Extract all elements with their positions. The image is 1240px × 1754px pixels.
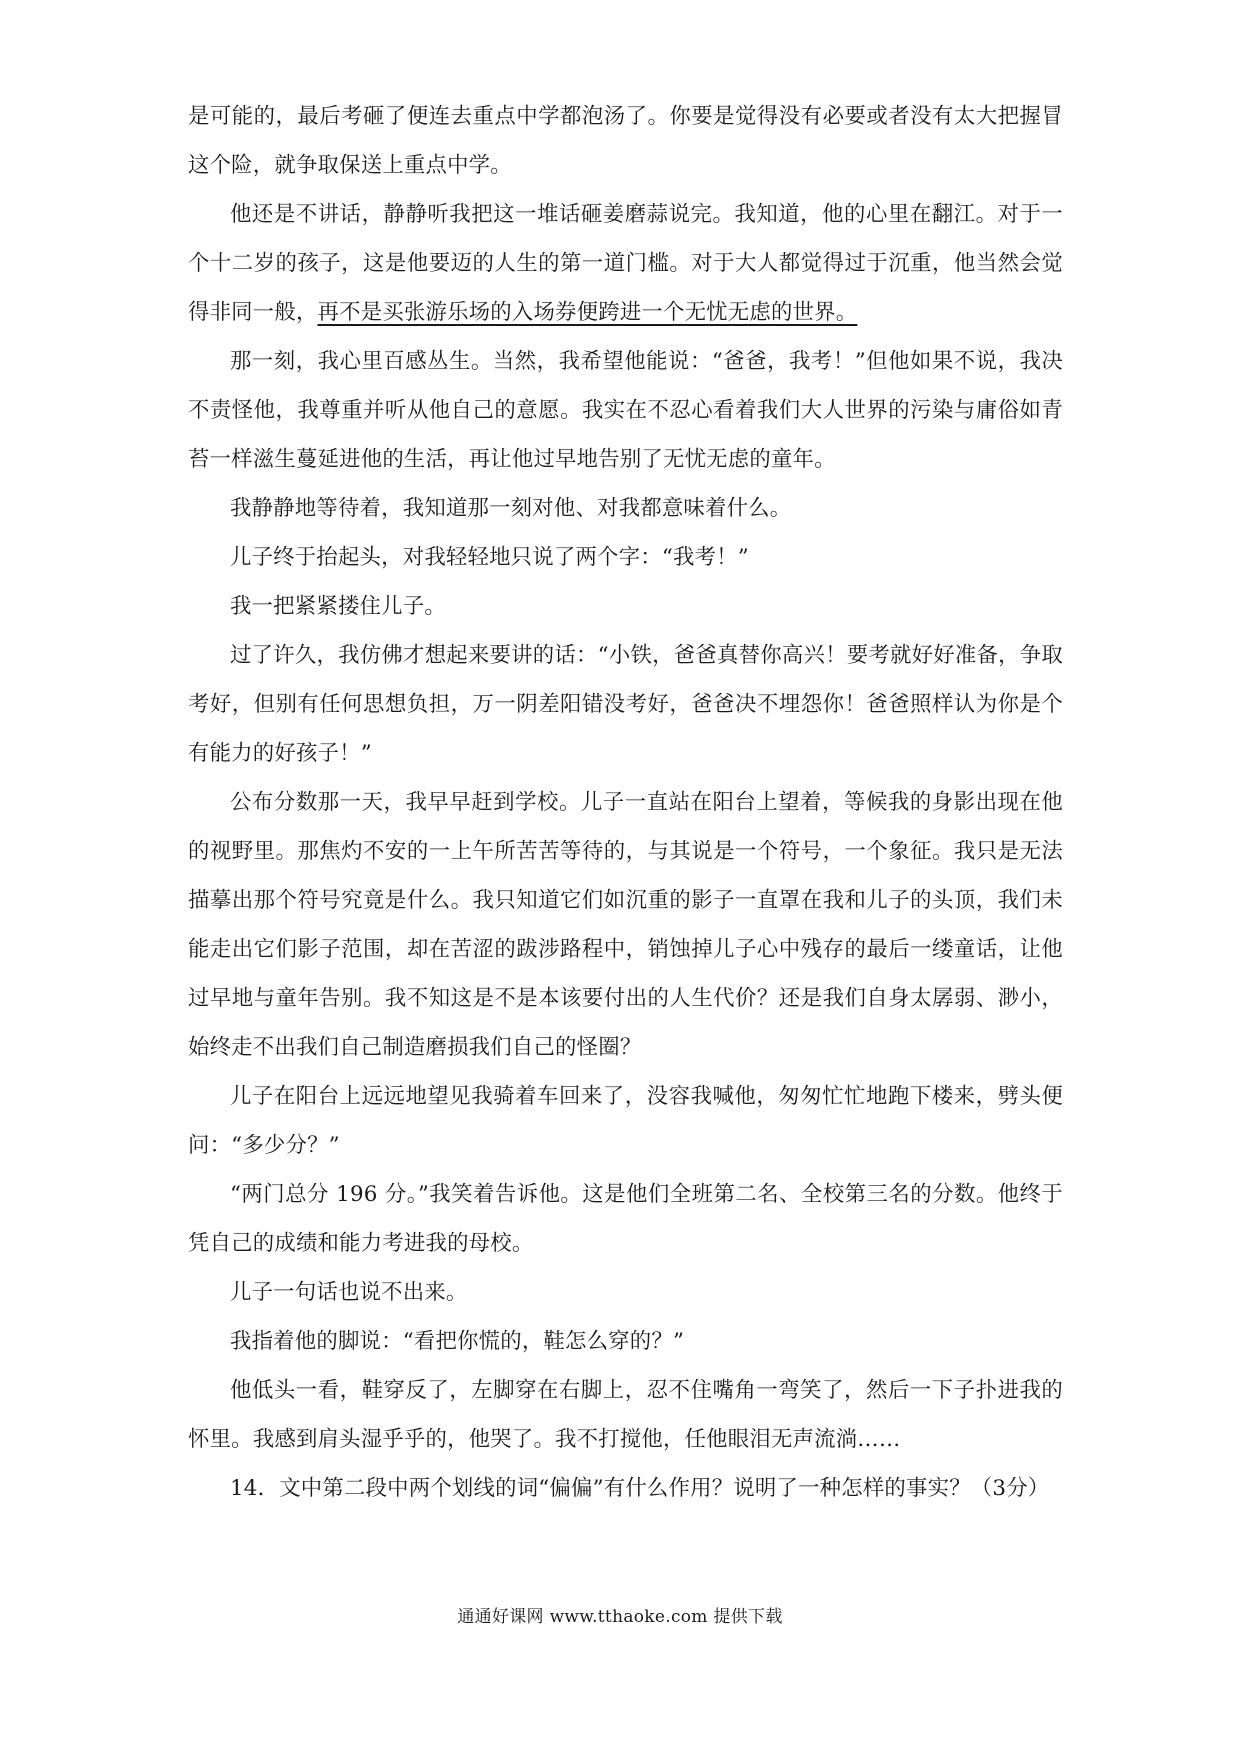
paragraph-11: 儿子一句话也说不出来。 [230,1280,468,1305]
paragraph-10: “两门总分 196 分。”我笑着告诉他。这是他们全班第二名、全校第三名的分数。他终于凭自己的成绩和能力考进我的母校。 [188,1182,1063,1256]
paragraph-3: 那一刻，我心里百感丛生。当然，我希望他能说：“爸爸，我考！”但他如果不说，我决不责怪他，我尊重并听从他自己的意愿。我实在不忍心看着我们大人世界的污染与庸俗如青苔一样滋生蔓延进他的生活，再让他过早地告别了无忧无虑的童年。 [188,349,1063,472]
paragraph-6: 我一把紧紧搂住儿子。 [230,594,446,619]
paragraph-7: 过了许久，我仿佛才想起来要讲的话：“小铁，爸爸真替你高兴！要考就好好准备，争取考好，但别有任何思想负担，万一阴差阳错没考好，爸爸决不埋怨你！爸爸照样认为你是个有能力的好孩子！” [188,643,1063,766]
paragraph-4: 我静静地等待着，我知道那一刻对他、对我都意味着什么。 [230,496,792,521]
page-footer: 通通好课网 www.tthaoke.com 提供下载 [457,1607,783,1627]
paragraph-2: 他还是不讲话，静静听我把这一堆话砸姜磨蒜说完。我知道，他的心里在翻江。对于一个十二岁的孩子，这是他要迈的人生的第一道门槛。对于大人都觉得过于沉重，他当然会觉得非同一般，再不是买张游乐场的入场券便跨进一个无忧无虑的世界。 [188,202,1063,325]
question-14: 14．文中第二段中两个划线的词“偏偏”有什么作用？说明了一种怎样的事实？（3分） [230,1476,1050,1501]
paragraph-9: 儿子在阳台上远远地望见我骑着车回来了，没容我喊他，匆匆忙忙地跑下楼来，劈头便问：“多少分？” [188,1084,1063,1158]
article-body [188,92,1063,1513]
paragraph-12: 我指着他的脚说：“看把你慌的，鞋怎么穿的？” [230,1329,685,1354]
paragraph-13: 他低头一看，鞋穿反了，左脚穿在右脚上，忍不住嘴角一弯笑了，然后一下子扑进我的怀里。我感到肩头湿乎乎的，他哭了。我不打搅他，任他眼泪无声流淌…… [188,1378,1063,1452]
paragraph-1: 是可能的，最后考砸了便连去重点中学都泡汤了。你要是觉得没有必要或者没有太大把握冒这个险，就争取保送上重点中学。 [188,104,1063,178]
paragraph-8: 公布分数那一天，我早早赶到学校。儿子一直站在阳台上望着，等候我的身影出现在他的视野里。那焦灼不安的一上午所苦苦等待的，与其说是一个符号，一个象征。我只是无法描摹出那个符号究竟是什么。我只知道它们如沉重的影子一直罩在我和儿子的头顶，我们未能走出它们影子范围，却在苦涩的跋涉路程中，销蚀掉儿子心中残存的最后一缕童话，让他过早地与童年告别。我不知这是不是本该要付出的人生代价？还是我们自身太孱弱、渺小，始终走不出我们自己制造磨损我们自己的怪圈？ [188,790,1063,1060]
underlined-sentence: 再不是买张游乐场的入场券便跨进一个无忧无虑的世界。 [317,300,858,325]
paragraph-5: 儿子终于抬起头，对我轻轻地只说了两个字：“我考！” [230,545,749,570]
